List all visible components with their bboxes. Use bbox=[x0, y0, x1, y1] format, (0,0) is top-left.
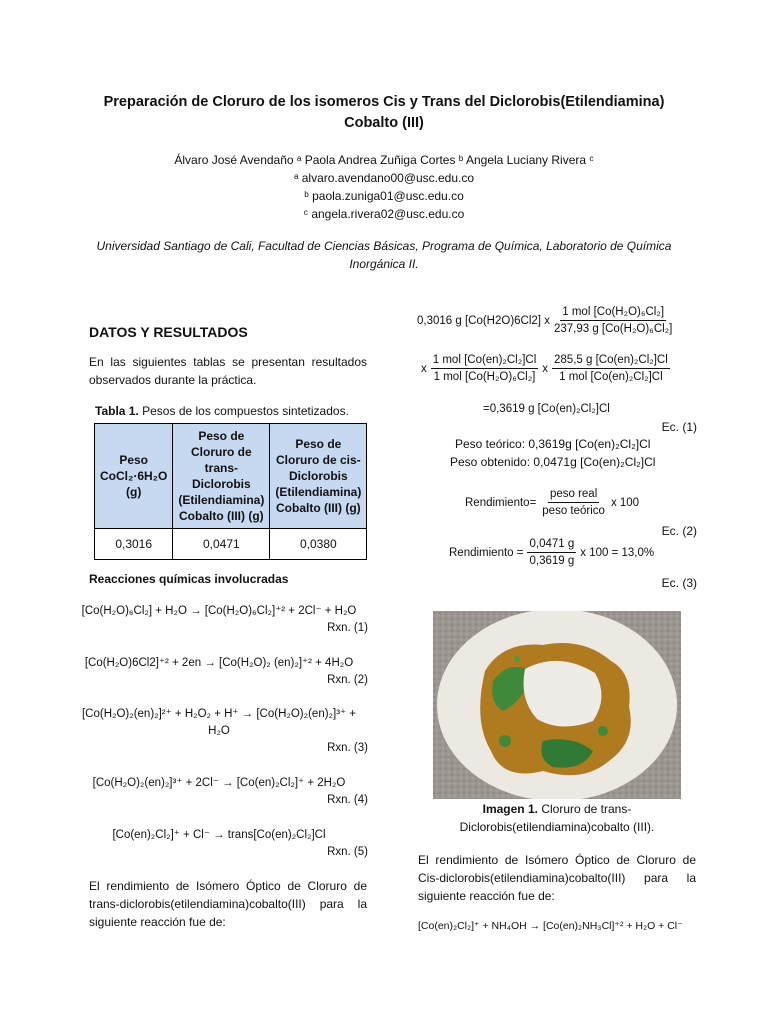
figure-caption bbox=[424, 800, 690, 836]
paper-title: Preparación de Cloruro de los isomeros Cis y Trans del Diclorobis(Etilendiamina) Cobalto (III) bbox=[103, 94, 665, 131]
yield-label: Rendimiento= bbox=[465, 496, 537, 509]
fraction-denominator: 0,3619 g bbox=[529, 555, 575, 567]
reaction-equation: [Co(H₂O)₆Cl₂] + H₂O → [Co(H₂O)₆Cl₂]⁺² + 2Cl⁻ + H₂O bbox=[81, 605, 357, 617]
table-caption bbox=[95, 404, 349, 418]
fraction-numerator: peso real bbox=[548, 488, 599, 503]
yield-tail: x 100 bbox=[610, 496, 640, 509]
calc-lead: 0,3016 g [Co(H2O)6Cl2] x bbox=[417, 314, 550, 327]
reaction-equation: [Co(H₂O)₂(en)₂]³⁺ + 2Cl⁻ → [Co(en)₂Cl₂]⁺ + 2H₂O bbox=[92, 777, 346, 789]
yield-formula bbox=[465, 488, 639, 517]
intro-paragraph: En las siguientes tablas se presentan resultados observados durante la práctica. bbox=[89, 355, 367, 387]
obtained-weight: Peso obtenido: 0,0471g [Co(en)₂Cl₂]Cl bbox=[450, 455, 656, 469]
reaction-5 bbox=[70, 827, 368, 861]
author-email-a[interactable]: ᵃ alvaro.avendano00@usc.edu.co bbox=[293, 171, 475, 185]
table-cell: 0,0471 bbox=[173, 529, 270, 560]
times-sign: x bbox=[421, 362, 427, 375]
product-photo bbox=[433, 611, 681, 799]
calc-line-1 bbox=[417, 306, 674, 335]
reaction-label: Rxn. (2) bbox=[327, 674, 368, 686]
yield-label: Rendimiento = bbox=[449, 546, 524, 559]
table-header-cell: Peso de Cloruro de trans-Diclorobis (Etilendiamina) Cobalto (III) (g) bbox=[173, 424, 270, 529]
yield-fraction bbox=[527, 538, 576, 567]
cis-yield-paragraph: El rendimiento de Isómero Óptico de Cloruro de Cis-diclorobis(etilendiamina)cobalto(III) para la siguiente reacción fue de: bbox=[418, 853, 696, 903]
yield-result: x 100 = 13,0% bbox=[580, 546, 655, 559]
author-block bbox=[80, 151, 688, 223]
author-names: Álvaro José Avendaño ᵃ Paola Andrea Zuñiga Cortes ᵇ Angela Luciany Rivera ᶜ bbox=[174, 153, 594, 167]
calc-fraction-1 bbox=[552, 306, 674, 335]
reaction-2 bbox=[70, 655, 368, 689]
figure-caption-text: Cloruro de trans-Diclorobis(etilendiamina)cobalto (III). bbox=[459, 802, 655, 834]
yield-fraction bbox=[540, 488, 607, 517]
table-caption-text: Pesos de los compuestos sintetizados. bbox=[138, 404, 349, 418]
filter-paper-image bbox=[433, 611, 681, 799]
author-email-b[interactable]: ᵇ paola.zuniga01@usc.edu.co bbox=[304, 189, 464, 203]
table-row bbox=[95, 529, 367, 560]
calc-result: =0,3619 g [Co(en)₂Cl₂]Cl bbox=[483, 403, 610, 415]
reactions-heading: Reacciones químicas involucradas bbox=[89, 572, 289, 586]
trans-yield-paragraph: El rendimiento de Isómero Óptico de Cloruro de trans-diclorobis(etilendiamina)cobalto(III) para la siguiente reacción fue de: bbox=[89, 879, 367, 929]
reaction-label: Rxn. (5) bbox=[327, 846, 368, 858]
reaction-equation: [Co(H₂O)₂(en)₂]²⁺ + H₂O₂ + H⁺ → [Co(H₂O)₂(en)₂]³⁺ + H₂O bbox=[81, 708, 357, 737]
calc-fraction-2 bbox=[431, 354, 539, 383]
reaction-label: Rxn. (1) bbox=[327, 622, 368, 634]
figure-caption-label: Imagen 1. bbox=[482, 802, 538, 816]
theoretical-weight: Peso teórico: 0,3619g [Co(en)₂Cl₂]Cl bbox=[455, 437, 651, 451]
calc-line-2 bbox=[421, 354, 670, 383]
table-header-row bbox=[95, 424, 367, 529]
fraction-numerator: 1 mol [Co(H₂O)₆Cl₂] bbox=[560, 306, 666, 321]
results-table bbox=[94, 423, 367, 560]
author-email-c[interactable]: ᶜ angela.rivera02@usc.edu.co bbox=[303, 207, 465, 221]
fraction-denominator: 1 mol [Co(en)₂Cl₂]Cl bbox=[559, 371, 663, 383]
table-caption-label: Tabla 1. bbox=[95, 404, 139, 418]
equation-label: Ec. (3) bbox=[661, 576, 697, 590]
reaction-label: Rxn. (4) bbox=[327, 794, 368, 806]
reaction-label: Rxn. (3) bbox=[327, 742, 368, 754]
reaction-equation: [Co(H₂O)6Cl2]⁺² + 2en → [Co(H₂O)₂ (en)₂]⁺² + 4H₂O bbox=[84, 657, 354, 669]
yield-calculation bbox=[449, 538, 654, 567]
equation-label: Ec. (1) bbox=[661, 420, 697, 434]
section-heading: DATOS Y RESULTADOS bbox=[89, 324, 248, 340]
fraction-denominator: peso teórico bbox=[542, 505, 605, 517]
table-header-cell: Peso de Cloruro de cis-Diclorobis (Etilendiamina) Cobalto (III) (g) bbox=[270, 424, 367, 529]
table-header-cell: Peso CoCl₂·6H₂O (g) bbox=[95, 424, 173, 529]
cis-reaction: [Co(en)₂Cl₂]⁺ + NH₄OH → [Co(en)₂NH₃Cl]⁺² + H₂O + Cl⁻ bbox=[418, 920, 683, 932]
calc-fraction-3 bbox=[552, 354, 670, 383]
reaction-3 bbox=[70, 706, 368, 757]
times-sign: x bbox=[542, 362, 549, 375]
table-cell: 0,0380 bbox=[270, 529, 367, 560]
fraction-numerator: 1 mol [Co(en)₂Cl₂]Cl bbox=[431, 354, 539, 369]
reaction-equation: [Co(en)₂Cl₂]⁺ + Cl⁻ → trans[Co(en)₂Cl₂]Cl bbox=[112, 829, 326, 841]
fraction-denominator: 237,93 g [Co(H₂O)₆Cl₂] bbox=[553, 323, 673, 335]
fraction-denominator: 1 mol [Co(H₂O)₆Cl₂] bbox=[433, 371, 536, 383]
table-cell: 0,3016 bbox=[95, 529, 173, 560]
fraction-numerator: 285,5 g [Co(en)₂Cl₂]Cl bbox=[552, 354, 670, 369]
fraction-numerator: 0,0471 g bbox=[527, 538, 576, 553]
affiliation: Universidad Santiago de Cali, Facultad de Ciencias Básicas, Programa de Química, Laboratorio de Química Inorgánica II. bbox=[96, 239, 672, 271]
equation-label: Ec. (2) bbox=[661, 524, 697, 538]
reaction-1 bbox=[70, 603, 368, 637]
reaction-4 bbox=[70, 775, 368, 809]
